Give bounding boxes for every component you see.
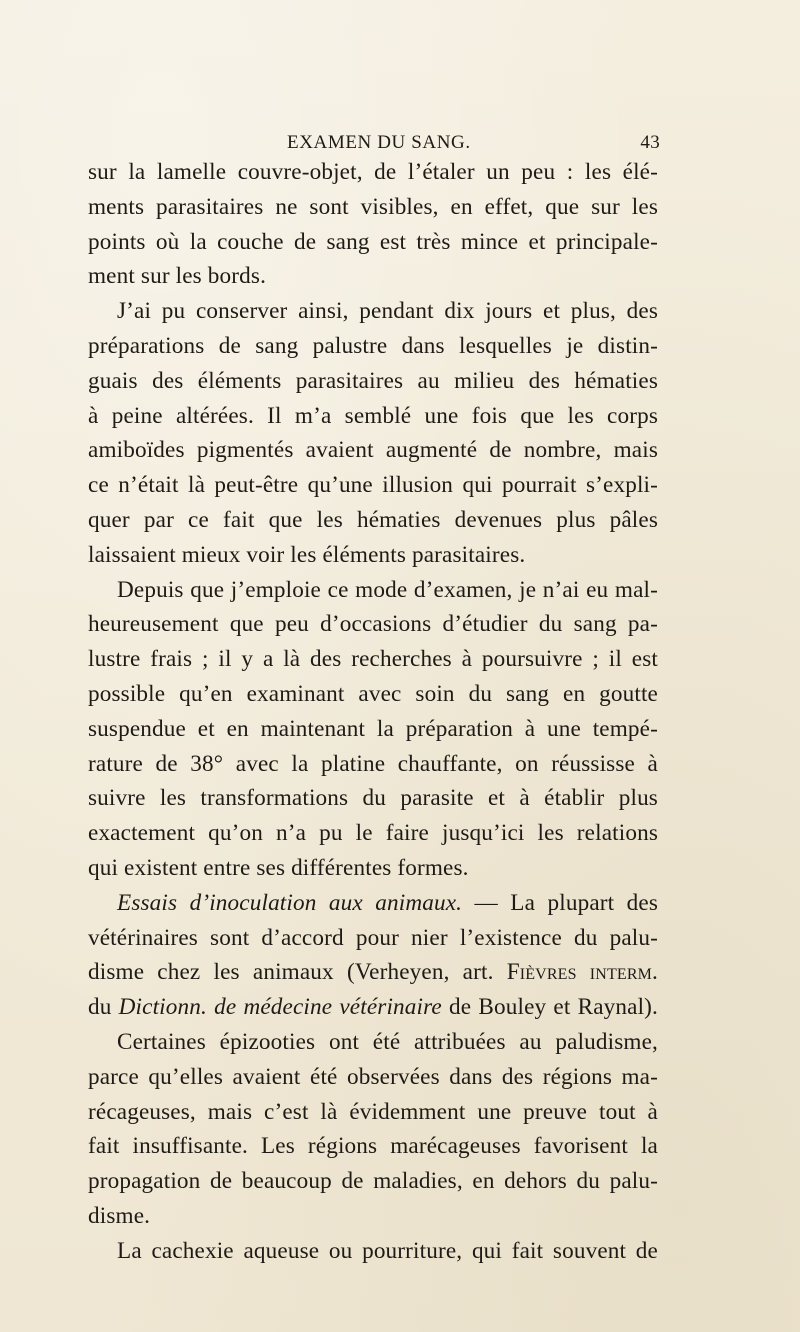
text-line: disme. bbox=[88, 1202, 151, 1229]
text-line: quer par ce fait que les hématies devenues plus pâles bbox=[88, 506, 658, 533]
text-line: guais des éléments parasitaires au milieu des hématies bbox=[88, 367, 658, 394]
text-line: préparations de sang palustre dans lesquelles je distin- bbox=[88, 332, 658, 359]
text-line: parce qu’elles avaient été observées dans des régions ma- bbox=[88, 1063, 658, 1090]
text-line: La cachexie aqueuse ou pourriture, qui fait souvent de bbox=[117, 1237, 658, 1264]
text-line: récageuses, mais c’est là évidemment une preuve tout à bbox=[88, 1098, 658, 1125]
section-heading-italic: Essais d’inoculation aux animaux. bbox=[117, 889, 463, 916]
text-line: propagation de beaucoup de maladies, en dehors du palu- bbox=[88, 1168, 658, 1195]
text-line: rature de 38° avec la platine chauffante, on réussisse à bbox=[88, 750, 658, 777]
text-line: amiboïdes pigmentés avaient augmenté de nombre, mais bbox=[88, 437, 658, 464]
text-line: heureusement que peu d’occasions d’étudier du sang pa- bbox=[88, 611, 658, 638]
text-line: sur la lamelle couvre-objet, de l’étaler un peu : les élé- bbox=[88, 159, 658, 185]
text-line: Depuis que j’emploie ce mode d’examen, je n’ai eu mal- bbox=[117, 576, 658, 603]
text-line: laissaient mieux voir les éléments parasitaires. bbox=[88, 541, 526, 568]
body-text bbox=[88, 155, 658, 1269]
text-line: à peine altérées. Il m’a semblé une fois que les corps bbox=[88, 402, 658, 429]
text-line: ments parasitaires ne sont visibles, en effet, que sur les bbox=[88, 193, 658, 220]
text-line: suspendue et en maintenant la préparation à une tempé- bbox=[88, 715, 658, 742]
text-line: ce n’était là peut-être qu’une illusion qui pourrait s’expli- bbox=[88, 472, 658, 499]
text-line: Certaines épizooties ont été attribuées au paludisme, bbox=[117, 1028, 658, 1055]
text-run: disme chez les animaux (Verheyen, art. bbox=[88, 959, 507, 986]
text-line bbox=[88, 886, 658, 921]
text-line: possible qu’en examinant avec soin du sang en goutte bbox=[88, 680, 658, 707]
page-number: 43 bbox=[640, 132, 660, 153]
text-line: J’ai pu conserver ainsi, pendant dix jours et plus, des bbox=[117, 298, 658, 325]
text-line: ment sur les bords. bbox=[88, 263, 267, 290]
text-line: vétérinaires sont d’accord pour nier l’existence du palu- bbox=[88, 924, 658, 951]
running-title: EXAMEN DU SANG. bbox=[287, 132, 471, 153]
text-line: suivre les transformations du parasite et à établir plus bbox=[88, 785, 658, 812]
text-run: du bbox=[88, 994, 119, 1021]
article-title-small-caps: Fièvres interm. bbox=[506, 959, 658, 986]
text-run: de Bouley et Raynal). bbox=[441, 994, 659, 1021]
text-line: points où la couche de sang est très mince et principale- bbox=[88, 228, 658, 255]
text-line: lustre frais ; il y a là des recherches à poursuivre ; il est bbox=[88, 646, 658, 673]
text-line: qui existent entre ses différentes formes. bbox=[88, 854, 469, 881]
text-line bbox=[88, 990, 658, 1025]
text-run: — La plupart des bbox=[462, 889, 659, 916]
text-line: exactement qu’on n’a pu le faire jusqu’ici les relations bbox=[88, 820, 658, 847]
text-line: fait insuffisante. Les régions marécageuses favorisent la bbox=[88, 1133, 658, 1160]
book-title-italic: Dictionn. de médecine vétérinaire bbox=[118, 994, 442, 1021]
text-line bbox=[88, 955, 658, 990]
